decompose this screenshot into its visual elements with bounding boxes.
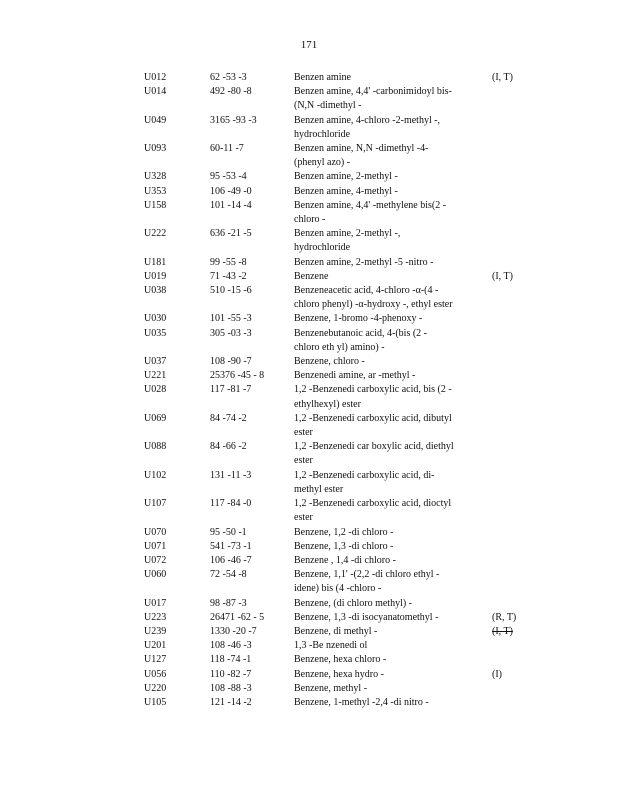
cas-number: 84 -74 -2 — [210, 412, 247, 424]
substance-name — [294, 440, 477, 468]
substance-name-line: Benzene, 1-bromo -4-phenoxy - — [294, 313, 423, 325]
substance-name — [294, 327, 477, 355]
table-row — [144, 469, 544, 497]
cas-number: 110 -82 -7 — [210, 668, 252, 680]
substance-name — [294, 383, 477, 411]
substance-name-line: 1,2 -Benzenedi carboxylic acid, bis (2 - — [294, 384, 452, 396]
substance-name-line: Benzenedi amine, ar -methyl - — [294, 370, 416, 382]
table-row — [144, 270, 544, 284]
hazard-code — [477, 383, 552, 411]
cas-number: 98 -87 -3 — [210, 597, 247, 609]
cas-number: 108 -46 -3 — [210, 640, 252, 652]
substance-name-line: Benzen amine, N,N -dimethyl -4- — [294, 143, 429, 155]
table-row — [144, 114, 544, 142]
cas-number: 510 -15 -6 — [210, 285, 252, 297]
substance-name — [294, 284, 477, 312]
table-row — [144, 568, 544, 596]
cas-number: 99 -55 -8 — [210, 256, 247, 268]
cas-number: 72 -54 -8 — [210, 569, 247, 581]
cas-number: 117 -81 -7 — [210, 384, 252, 396]
cas-number: 26471 -62 - 5 — [210, 611, 265, 623]
table-row — [144, 440, 544, 468]
substance-name — [294, 412, 477, 440]
table-row — [144, 554, 544, 568]
substance-name-line: Benzen amine, 4-chloro -2-methyl -, — [294, 114, 441, 126]
substance-name — [294, 497, 477, 525]
hazard-code — [477, 597, 552, 611]
table-row — [144, 526, 544, 540]
substance-name — [294, 312, 477, 326]
cas-number: 131 -11 -3 — [210, 469, 252, 481]
cas-number: 118 -74 -1 — [210, 654, 252, 666]
hazard-code — [477, 696, 552, 710]
substance-name — [294, 540, 477, 554]
substance-name-line: 1,2 -Benzenedi car boxylic acid, diethyl — [294, 441, 454, 453]
hazard-code — [477, 440, 552, 468]
cas-number: 492 -80 -8 — [210, 86, 252, 98]
substance-name-line: (N,N -dimethyl - — [294, 100, 362, 112]
waste-code: U056 — [144, 668, 167, 680]
waste-code: U049 — [144, 114, 167, 126]
waste-code: U107 — [144, 498, 167, 510]
substance-name-line: Benzene, methyl - — [294, 682, 368, 694]
cas-number: 71 -43 -2 — [210, 270, 247, 282]
waste-code: U088 — [144, 441, 167, 453]
hazard-code — [477, 497, 552, 525]
table-row — [144, 611, 544, 625]
cas-number: 1330 -20 -7 — [210, 625, 257, 637]
waste-code: U072 — [144, 554, 167, 566]
hazard-code — [477, 639, 552, 653]
table-row — [144, 256, 544, 270]
waste-code: U071 — [144, 540, 167, 552]
substance-name-line: Benzeneacetic acid, 4-chloro -α-(4 - — [294, 285, 439, 297]
hazard-code — [477, 85, 552, 113]
cas-number: 101 -14 -4 — [210, 199, 252, 211]
substance-name-line: Benzene, hexa chloro - — [294, 654, 387, 666]
waste-code: U222 — [144, 228, 167, 240]
hazard-code — [477, 142, 552, 170]
waste-code: U220 — [144, 682, 167, 694]
hazard-code — [477, 185, 552, 199]
waste-code: U037 — [144, 356, 167, 368]
waste-code: U158 — [144, 199, 167, 211]
substance-name — [294, 114, 477, 142]
hazard-code: (I, T) — [492, 72, 513, 83]
substance-name-line: Benzene, 1,3 -di isocyanatomethyl - — [294, 611, 439, 623]
substance-name-line: ester — [294, 455, 313, 467]
hazard-code — [477, 554, 552, 568]
substance-name-line: Benzen amine, 4,4' -carbonimidoyl bis- — [294, 86, 452, 98]
substance-name-line: hydrochloride — [294, 128, 351, 140]
hazard-code — [477, 369, 552, 383]
substance-name-line: 1,2 -Benzenedi carboxylic acid, di- — [294, 469, 435, 481]
hazard-code — [477, 355, 552, 369]
substance-name — [294, 85, 477, 113]
waste-code: U019 — [144, 270, 167, 282]
table-row — [144, 668, 544, 682]
table-row — [144, 497, 544, 525]
substance-name-line: Benzene, (di chloro methyl) - — [294, 597, 413, 609]
substance-name-line: Benzen amine, 4-methyl - — [294, 185, 398, 197]
table-row — [144, 369, 544, 383]
table-row — [144, 227, 544, 255]
cas-number: 95 -53 -4 — [210, 171, 247, 183]
substance-name-line: hydrochloride — [294, 242, 351, 254]
table-row — [144, 412, 544, 440]
substance-name-line: ester — [294, 512, 313, 524]
waste-code: U012 — [144, 72, 167, 83]
table-row — [144, 312, 544, 326]
hazard-code: (I, T) — [492, 625, 513, 637]
table-row — [144, 199, 544, 227]
cas-number: 117 -84 -0 — [210, 498, 252, 510]
substance-name — [294, 469, 477, 497]
waste-code: U127 — [144, 654, 167, 666]
substance-name — [294, 696, 477, 710]
table-row — [144, 142, 544, 170]
waste-code: U060 — [144, 569, 167, 581]
substance-name-line: ester — [294, 427, 313, 439]
waste-code: U181 — [144, 256, 167, 268]
substance-name — [294, 668, 477, 682]
substance-name-line: (phenyl azo) - — [294, 157, 351, 169]
waste-code: U069 — [144, 412, 167, 424]
substance-name-line: Benzene, 1,2 -di chloro - — [294, 526, 394, 538]
substance-name — [294, 369, 477, 383]
substance-name — [294, 71, 477, 85]
cas-number: 25376 -45 - 8 — [210, 370, 265, 382]
substance-name — [294, 170, 477, 184]
hazard-code — [477, 284, 552, 312]
substance-name — [294, 682, 477, 696]
cas-number: 121 -14 -2 — [210, 696, 252, 708]
cas-number: 101 -55 -3 — [210, 313, 252, 325]
substance-name-line: methyl ester — [294, 483, 344, 495]
table-row — [144, 327, 544, 355]
waste-code: U017 — [144, 597, 167, 609]
cas-number: 3165 -93 -3 — [210, 114, 257, 126]
substance-name — [294, 185, 477, 199]
substance-name-line: Benzene, 1,1' -(2,2 -di chloro ethyl - — [294, 569, 440, 581]
hazard-code: (R, T) — [492, 611, 517, 623]
waste-code: U070 — [144, 526, 167, 538]
hazard-code: (I, T) — [492, 270, 513, 282]
cas-number: 305 -03 -3 — [210, 327, 252, 339]
table-row — [144, 355, 544, 369]
table-row — [144, 85, 544, 113]
hazard-code — [477, 412, 552, 440]
waste-code: U093 — [144, 143, 167, 155]
waste-code: U239 — [144, 625, 167, 637]
waste-code: U014 — [144, 86, 167, 98]
substance-name-line: Benzen amine, 4,4' -methylene bis(2 - — [294, 199, 447, 211]
cas-number: 84 -66 -2 — [210, 441, 247, 453]
substance-name-line: Benzene , 1,4 -di chloro - — [294, 554, 396, 566]
substance-name — [294, 625, 477, 639]
page-number: 171 — [300, 39, 318, 51]
table-row — [144, 597, 544, 611]
table-row — [144, 653, 544, 667]
substance-name-line: chloro phenyl) -α-hydroxy -, ethyl ester — [294, 299, 453, 311]
substance-name — [294, 142, 477, 170]
cas-number: 62 -53 -3 — [210, 72, 247, 83]
cas-number: 95 -50 -1 — [210, 526, 247, 538]
substance-name-line: Benzene, chloro - — [294, 356, 365, 368]
table-row — [144, 185, 544, 199]
substance-name-line: Benzen amine, 2-methyl -, — [294, 228, 401, 240]
hazard-code — [477, 256, 552, 270]
cas-number: 106 -46 -7 — [210, 554, 252, 566]
hazard-code — [477, 327, 552, 355]
substance-name — [294, 526, 477, 540]
hazard-code: (I) — [492, 668, 502, 680]
substance-name — [294, 611, 477, 625]
waste-code: U105 — [144, 696, 167, 708]
substance-name-line: Benzene, 1-methyl -2,4 -di nitro - — [294, 696, 429, 708]
substance-name-line: Benzene, di methyl - — [294, 625, 378, 637]
waste-code: U353 — [144, 185, 167, 197]
cas-number: 541 -73 -1 — [210, 540, 252, 552]
cas-number: 636 -21 -5 — [210, 228, 252, 240]
waste-code: U102 — [144, 469, 167, 481]
cas-number: 108 -88 -3 — [210, 682, 252, 694]
waste-code: U028 — [144, 384, 167, 396]
cas-number: 106 -49 -0 — [210, 185, 252, 197]
waste-code: U035 — [144, 327, 167, 339]
substance-name-line: ethylhexyl) ester — [294, 398, 361, 410]
hazard-code — [477, 227, 552, 255]
substance-name-line: chloro - — [294, 214, 326, 226]
substance-name — [294, 639, 477, 653]
waste-code: U030 — [144, 313, 167, 325]
substance-name-line: Benzenebutanoic acid, 4-(bis (2 - — [294, 327, 428, 339]
substance-name-line: Benzen amine, 2-methyl - — [294, 171, 398, 183]
hazard-code — [477, 469, 552, 497]
substance-name — [294, 270, 477, 284]
waste-code: U221 — [144, 370, 167, 382]
table-row — [144, 284, 544, 312]
substance-name-line: Benzene, 1,3 -di chloro - — [294, 540, 394, 552]
waste-code: U328 — [144, 171, 167, 183]
substance-name — [294, 355, 477, 369]
substance-name-line: Benzene, hexa hydro - — [294, 668, 384, 680]
table-row — [144, 639, 544, 653]
chemical-waste-table — [144, 71, 544, 710]
substance-name-line: chloro eth yl) amino) - — [294, 341, 385, 353]
substance-name-line: Benzen amine — [294, 72, 351, 83]
substance-name-line: 1,3 -Be nzenedi ol — [294, 640, 368, 652]
hazard-code — [477, 540, 552, 554]
substance-name-line: 1,2 -Benzenedi carboxylic acid, dibutyl — [294, 412, 452, 424]
substance-name-line: Benzene — [294, 270, 329, 282]
hazard-code — [477, 682, 552, 696]
substance-name — [294, 227, 477, 255]
substance-name — [294, 568, 477, 596]
hazard-code — [477, 199, 552, 227]
table-row — [144, 696, 544, 710]
hazard-code — [477, 312, 552, 326]
substance-name — [294, 554, 477, 568]
hazard-code — [477, 653, 552, 667]
table-row — [144, 625, 544, 639]
waste-code: U201 — [144, 640, 167, 652]
substance-name-line: 1,2 -Benzenedi carboxylic acid, dioctyl — [294, 498, 452, 510]
hazard-code — [477, 568, 552, 596]
hazard-code — [477, 526, 552, 540]
substance-name — [294, 199, 477, 227]
hazard-code — [477, 114, 552, 142]
cas-number: 60-11 -7 — [210, 143, 244, 155]
substance-name — [294, 256, 477, 270]
waste-code: U223 — [144, 611, 167, 623]
hazard-code — [477, 170, 552, 184]
waste-code: U038 — [144, 285, 167, 297]
table-row — [144, 71, 544, 85]
cas-number: 108 -90 -7 — [210, 356, 252, 368]
table-row — [144, 682, 544, 696]
substance-name-line: idene) bis (4 -chloro - — [294, 583, 382, 595]
substance-name-line: Benzen amine, 2-methyl -5 -nitro - — [294, 256, 434, 268]
table-row — [144, 170, 544, 184]
table-row — [144, 540, 544, 554]
table-row — [144, 383, 544, 411]
substance-name — [294, 597, 477, 611]
substance-name — [294, 653, 477, 667]
